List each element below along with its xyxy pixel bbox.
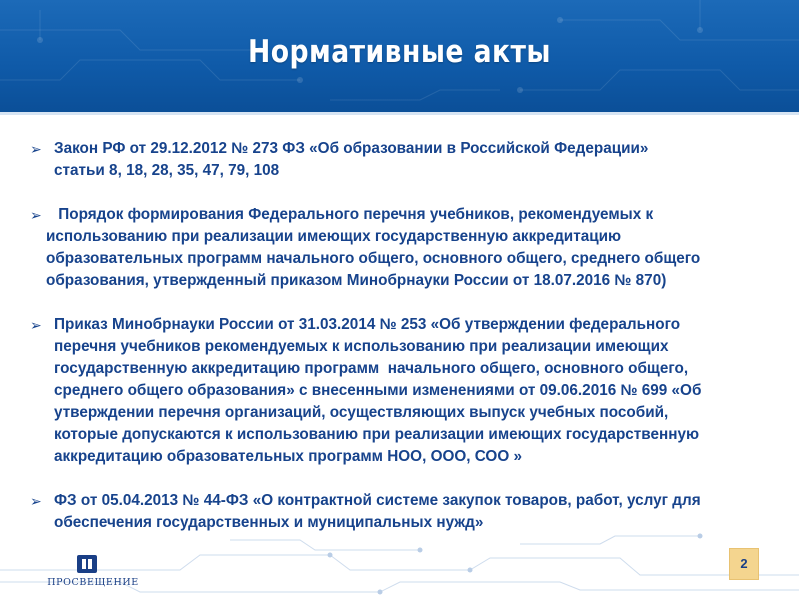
arrow-bullet-icon: ➢ [30,317,42,333]
slide-content [30,138,782,556]
arrow-bullet-icon: ➢ [30,141,42,157]
arrow-bullet-icon: ➢ [30,207,42,223]
item-line: обеспечения государственных и муниципальных нужд» [54,514,484,531]
slide-header [0,0,799,112]
item-line: среднего общего образования» с внесенными изменениями от 09.06.2016 № 699 «Об [54,382,702,399]
item-line: утверждении перечня организаций, осуществляющих выпуск учебных пособий, [54,404,669,421]
arrow-bullet-icon: ➢ [30,493,42,509]
list-item [30,314,782,468]
book-icon [76,553,98,575]
list-item [30,490,782,534]
item-line: образования, утвержденный приказом Минобрнауки России от 18.07.2016 № 870) [46,272,667,289]
item-line: образовательных программ начального общего, основного общего, среднего общего [46,250,701,267]
item-line: государственную аккредитацию программ начального общего, основного общего, [54,360,689,377]
item-line: Закон РФ от 29.12.2012 № 273 ФЗ «Об образовании в Российской Федерации» [54,140,649,157]
page-title: Нормативные акты [248,34,551,70]
publisher-logo [38,553,148,593]
item-line: перечня учебников рекомендуемых к использованию при реализации имеющих [54,338,669,355]
list-item [30,138,782,182]
page-number-badge: 2 [729,548,759,580]
item-line: Порядок формирования Федерального перечня учебников, рекомендуемых к [54,206,654,223]
item-line: аккредитацию образовательных программ НОО, ООО, СОО » [54,448,522,465]
item-line: ФЗ от 05.04.2013 № 44-ФЗ «О контрактной системе закупок товаров, работ, услуг для [54,492,701,509]
item-line: использованию при реализации имеющих государственную аккредитацию [46,228,622,245]
item-line: статьи 8, 18, 28, 35, 47, 79, 108 [54,162,280,179]
header-divider [0,112,799,115]
item-line: Приказ Минобрнауки России от 31.03.2014 № 253 «Об утверждении федерального [54,316,681,333]
list-item [30,204,782,292]
logo-text: ПРОСВЕЩЕНИЕ [47,577,139,588]
item-line: которые допускаются к использованию при реализации имеющих государственную [54,426,700,443]
